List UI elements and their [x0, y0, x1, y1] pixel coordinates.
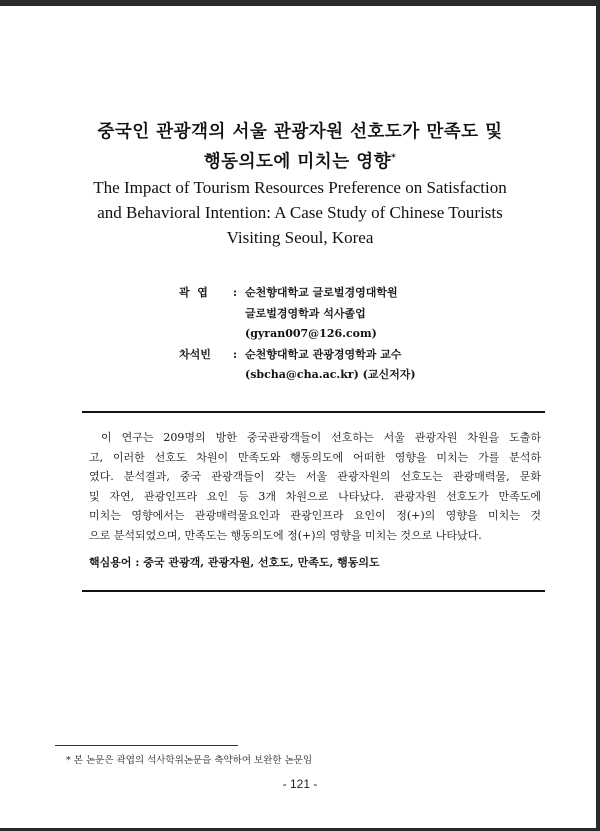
- korean-title-text: 행동의도에 미치는 영향: [203, 152, 391, 172]
- abstract-line: 및 자연, 관광인프라 요인 등 3개 차원으로 나타났다. 관광자원 선호도가 만족도에: [89, 489, 541, 503]
- abstract-line: 으로 분석되었으며, 만족도는 행동의도에 정(+)의 영향을 미치는 것으로 나타났다.: [89, 528, 482, 542]
- abstract-line: 고, 이러한 선호도 차원이 만족도와 행동의도에 어떠한 영향을 미치는 가를 분석하: [89, 450, 541, 464]
- author-row: [179, 345, 499, 366]
- abstract-line: 이 연구는 209명의 방한 중국관광객들이 선호하는 서울 관광자원 차원을 도출하: [101, 431, 541, 444]
- page-number: - 121 -: [282, 777, 318, 791]
- english-title-line-1: The Impact of Tourism Resources Preference on Satisfaction: [93, 178, 507, 197]
- author-affiliation: 순천향대학교 글로벌경영대학원: [245, 286, 398, 299]
- keywords-text: 중국 관광객, 관광자원, 선호도, 만족도, 행동의도: [143, 556, 380, 569]
- keywords: [89, 554, 541, 570]
- author-name: 차석빈: [179, 347, 211, 361]
- author-email: (gyran007@126.com): [245, 327, 377, 340]
- author-email: (sbcha@cha.ac.kr) (교신저자): [245, 368, 416, 381]
- english-title-line-2: and Behavioral Intention: A Case Study of Chinese Tourists: [97, 203, 503, 222]
- author-row: [179, 304, 499, 325]
- author-row: [179, 365, 499, 386]
- abstract-line: 미치는 영향에서는 관광매력물요인과 관광인프라 요인이 정(+)의 영향을 미치는 것: [89, 509, 541, 522]
- author-row: [179, 283, 499, 304]
- page-border-right: [596, 0, 600, 831]
- author-affiliation: 순천향대학교 관광경영학과 교수: [245, 347, 402, 361]
- author-name: 곽 엽: [179, 286, 208, 299]
- keywords-label: 핵심용어 :: [89, 556, 140, 569]
- english-title: [40, 175, 560, 250]
- english-title-line-3: Visiting Seoul, Korea: [226, 228, 374, 247]
- author-separator: :: [233, 347, 238, 361]
- footnote-rule: [55, 745, 238, 746]
- abstract-top-rule: [82, 411, 545, 413]
- author-block: [179, 283, 499, 386]
- abstract-bottom-rule: [82, 590, 545, 592]
- page-border-top: [0, 0, 600, 6]
- author-row: [179, 324, 499, 345]
- author-separator: :: [233, 286, 238, 299]
- abstract: [89, 428, 541, 545]
- abstract-line: 였다. 분석결과, 중국 관광객들이 갖는 서울 관광자원의 선호도는 관광매력물, 문화: [89, 470, 541, 483]
- title-footnote-mark: *: [391, 153, 397, 164]
- footnote: * 본 논문은 곽엽의 석사학위논문을 축약하여 보완한 논문임: [66, 755, 313, 766]
- korean-title-line-1: 중국인 관광객의 서울 관광자원 선호도가 만족도 및: [97, 122, 503, 142]
- korean-title-line-2: [40, 148, 560, 173]
- author-degree: 글로벌경영학과 석사졸업: [245, 306, 366, 320]
